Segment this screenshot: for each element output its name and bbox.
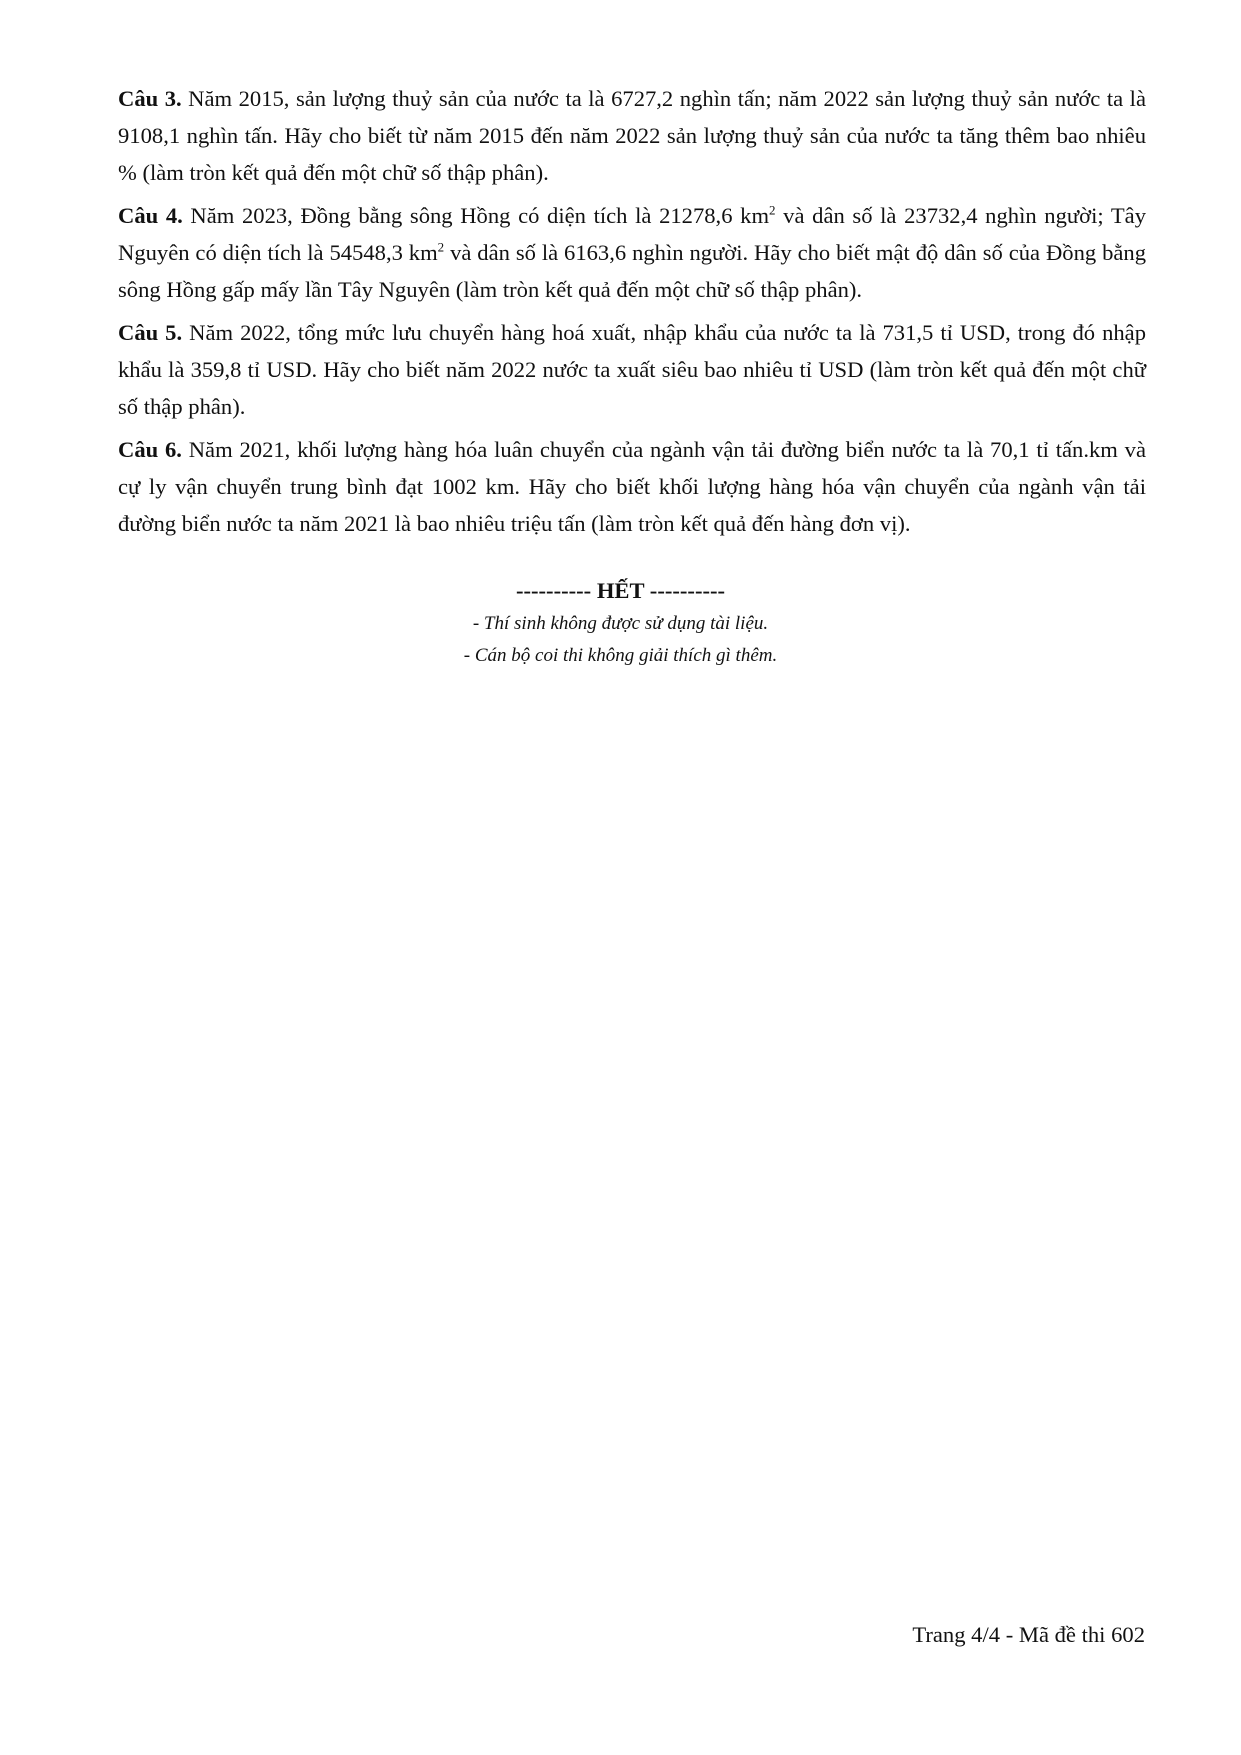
question-label: Câu 6.: [118, 437, 182, 462]
question-label: Câu 3.: [118, 86, 182, 111]
page-footer: Trang 4/4 - Mã đề thi 602: [912, 1622, 1145, 1647]
question-text-part-a: Năm 2023, Đồng bằng sông Hồng có diện tích là 21278,6 km: [182, 203, 770, 228]
question-text-part-c: và dân số là 6163,6 nghìn người. Hãy cho biết mật độ dân số của Đồng bằng sông Hồng gấp mấy lần Tây Nguyên (làm tròn kết quả đến một chữ số thập phân).: [118, 240, 1146, 302]
end-title: ---------- HẾT ----------: [515, 578, 726, 603]
question-label: Câu 5.: [118, 320, 183, 345]
question-4: [118, 197, 1146, 308]
end-section: [0, 574, 1241, 672]
end-note-no-explanation: - Cán bộ coi thi không giải thích gì thêm.: [463, 645, 778, 666]
superscript: 2: [437, 239, 445, 255]
superscript: 2: [769, 202, 776, 218]
question-text: Năm 2021, khối lượng hàng hóa luân chuyển của ngành vận tải đường biển nước ta là 70,1 tỉ tấn.km và cự ly vận chuyển trung bình đạt 1002 km. Hãy cho biết khối lượng hàng hóa vận chuyển của ngành vận tải đường biển nước ta năm 2021 là bao nhiêu triệu tấn (làm tròn kết quả đến hàng đơn vị).: [118, 437, 1146, 536]
question-text-part-b: và dân số là 23732,4 nghìn người; Tây Nguyên có diện tích là 54548,3 km: [118, 203, 1147, 265]
question-5: [118, 314, 1146, 425]
question-text: Năm 2015, sản lượng thuỷ sản của nước ta là 6727,2 nghìn tấn; năm 2022 sản lượng thuỷ sản nước ta là 9108,1 nghìn tấn. Hãy cho biết từ năm 2015 đến năm 2022 sản lượng thuỷ sản của nước ta tăng thêm bao nhiêu % (làm tròn kết quả đến một chữ số thập phân).: [118, 86, 1146, 185]
questions-section: [118, 80, 1146, 548]
question-3: [118, 80, 1146, 191]
question-text: Năm 2022, tổng mức lưu chuyển hàng hoá xuất, nhập khẩu của nước ta là 731,5 tỉ USD, trong đó nhập khẩu là 359,8 tỉ USD. Hãy cho biết năm 2022 nước ta xuất siêu bao nhiêu tỉ USD (làm tròn kết quả đến một chữ số thập phân).: [118, 320, 1146, 419]
question-label: Câu 4.: [118, 203, 183, 228]
end-note-materials: - Thí sinh không được sử dụng tài liệu.: [472, 613, 769, 634]
question-6: [118, 431, 1146, 542]
